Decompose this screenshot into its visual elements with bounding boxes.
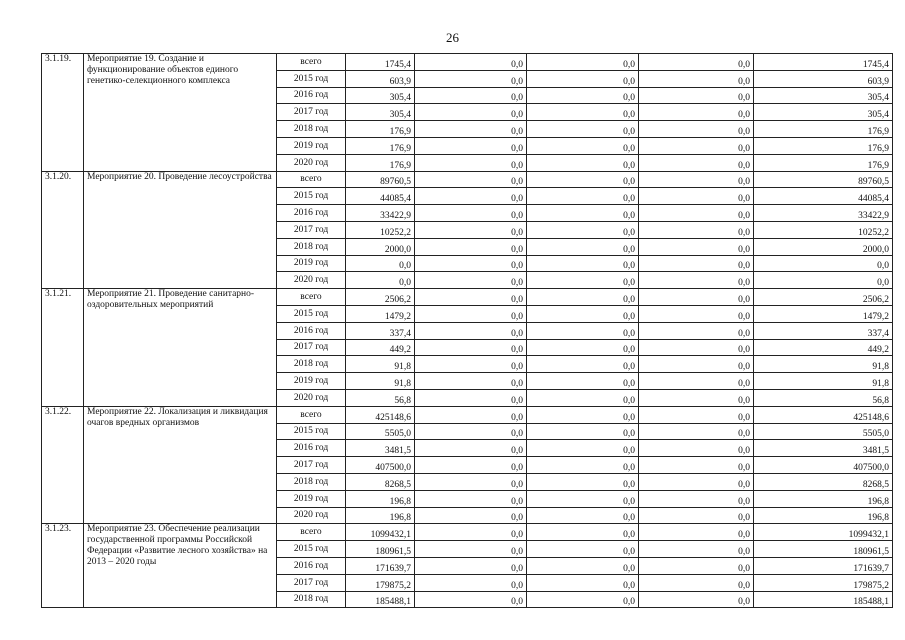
amount-cell: 0,0 — [415, 54, 527, 71]
year-label: 2018 год — [277, 473, 346, 490]
amount-cell: 3481,5 — [754, 440, 893, 457]
year-label: 2020 год — [277, 154, 346, 171]
amount-cell: 0,0 — [527, 188, 639, 205]
amount-cell: 1099432,1 — [754, 524, 893, 541]
amount-cell: 0,0 — [527, 289, 639, 306]
amount-cell: 0,0 — [415, 221, 527, 238]
amount-cell: 0,0 — [415, 154, 527, 171]
year-label: 2020 год — [277, 389, 346, 406]
amount-cell: 0,0 — [527, 457, 639, 474]
amount-cell: 1099432,1 — [346, 524, 415, 541]
amount-cell: 91,8 — [754, 373, 893, 390]
amount-cell: 603,9 — [346, 70, 415, 87]
amount-cell: 0,0 — [527, 389, 639, 406]
amount-cell: 0,0 — [639, 557, 754, 574]
amount-cell: 10252,2 — [346, 221, 415, 238]
amount-cell: 171639,7 — [346, 557, 415, 574]
amount-cell: 33422,9 — [346, 205, 415, 222]
amount-cell: 33422,9 — [754, 205, 893, 222]
amount-cell: 56,8 — [754, 389, 893, 406]
amount-cell: 0,0 — [527, 272, 639, 289]
amount-cell: 196,8 — [754, 507, 893, 524]
amount-cell: 0,0 — [639, 322, 754, 339]
amount-cell: 2000,0 — [346, 238, 415, 255]
amount-cell: 337,4 — [346, 322, 415, 339]
amount-cell: 0,0 — [527, 54, 639, 71]
amount-cell: 176,9 — [346, 121, 415, 138]
amount-cell: 0,0 — [527, 221, 639, 238]
amount-cell: 2506,2 — [346, 289, 415, 306]
measure-code: 3.1.19. — [42, 54, 84, 172]
amount-cell: 0,0 — [639, 104, 754, 121]
amount-cell: 449,2 — [346, 339, 415, 356]
amount-cell: 0,0 — [527, 557, 639, 574]
amount-cell: 0,0 — [527, 322, 639, 339]
year-label: 2017 год — [277, 574, 346, 591]
amount-cell: 0,0 — [527, 591, 639, 608]
amount-cell: 0,0 — [415, 137, 527, 154]
amount-cell: 0,0 — [527, 255, 639, 272]
amount-cell: 305,4 — [754, 87, 893, 104]
year-label: 2015 год — [277, 541, 346, 558]
amount-cell: 196,8 — [754, 490, 893, 507]
amount-cell: 176,9 — [754, 154, 893, 171]
amount-cell: 0,0 — [639, 272, 754, 289]
amount-cell: 0,0 — [754, 272, 893, 289]
year-label: 2016 год — [277, 440, 346, 457]
amount-cell: 0,0 — [415, 373, 527, 390]
amount-cell: 0,0 — [639, 255, 754, 272]
year-label: 2019 год — [277, 373, 346, 390]
amount-cell: 0,0 — [639, 70, 754, 87]
year-label: 2016 год — [277, 322, 346, 339]
year-label: всего — [277, 171, 346, 188]
amount-cell: 0,0 — [415, 389, 527, 406]
amount-cell: 0,0 — [639, 490, 754, 507]
year-label: 2015 год — [277, 305, 346, 322]
amount-cell: 0,0 — [415, 541, 527, 558]
amount-cell: 0,0 — [639, 305, 754, 322]
amount-cell: 0,0 — [415, 406, 527, 423]
year-label: 2020 год — [277, 272, 346, 289]
amount-cell: 0,0 — [527, 238, 639, 255]
amount-cell: 185488,1 — [754, 591, 893, 608]
amount-cell: 0,0 — [415, 104, 527, 121]
amount-cell: 0,0 — [415, 87, 527, 104]
table-row — [42, 54, 893, 71]
amount-cell: 0,0 — [639, 457, 754, 474]
amount-cell: 0,0 — [415, 557, 527, 574]
measure-code: 3.1.21. — [42, 289, 84, 407]
amount-cell: 0,0 — [527, 524, 639, 541]
amount-cell: 89760,5 — [754, 171, 893, 188]
amount-cell: 0,0 — [639, 440, 754, 457]
amount-cell: 0,0 — [415, 171, 527, 188]
amount-cell: 196,8 — [346, 490, 415, 507]
amount-cell: 0,0 — [415, 188, 527, 205]
amount-cell: 176,9 — [754, 137, 893, 154]
amount-cell: 0,0 — [527, 406, 639, 423]
year-label: 2017 год — [277, 221, 346, 238]
amount-cell: 0,0 — [527, 473, 639, 490]
amount-cell: 0,0 — [639, 507, 754, 524]
amount-cell: 0,0 — [415, 457, 527, 474]
amount-cell: 0,0 — [346, 272, 415, 289]
year-label: 2018 год — [277, 238, 346, 255]
amount-cell: 0,0 — [639, 524, 754, 541]
amount-cell: 179875,2 — [346, 574, 415, 591]
year-label: 2015 год — [277, 423, 346, 440]
amount-cell: 0,0 — [639, 238, 754, 255]
amount-cell: 185488,1 — [346, 591, 415, 608]
amount-cell: 176,9 — [346, 137, 415, 154]
measure-name: Мероприятие 19. Создание и функционирование объектов единого генетико-селекционного комплекса — [84, 54, 277, 172]
amount-cell: 0,0 — [415, 473, 527, 490]
amount-cell: 0,0 — [639, 205, 754, 222]
amount-cell: 0,0 — [415, 339, 527, 356]
amount-cell: 176,9 — [754, 121, 893, 138]
amount-cell: 0,0 — [754, 255, 893, 272]
amount-cell: 0,0 — [527, 205, 639, 222]
amount-cell: 0,0 — [527, 574, 639, 591]
amount-cell: 171639,7 — [754, 557, 893, 574]
measure-code: 3.1.23. — [42, 524, 84, 608]
amount-cell: 0,0 — [415, 305, 527, 322]
amount-cell: 2506,2 — [754, 289, 893, 306]
amount-cell: 0,0 — [527, 121, 639, 138]
amount-cell: 0,0 — [527, 541, 639, 558]
amount-cell: 449,2 — [754, 339, 893, 356]
amount-cell: 0,0 — [415, 490, 527, 507]
amount-cell: 0,0 — [639, 171, 754, 188]
amount-cell: 0,0 — [639, 121, 754, 138]
amount-cell: 0,0 — [639, 289, 754, 306]
year-label: 2016 год — [277, 87, 346, 104]
measure-name: Мероприятие 21. Проведение санитарно-оздоровительных мероприятий — [84, 289, 277, 407]
amount-cell: 0,0 — [639, 574, 754, 591]
year-label: 2017 год — [277, 104, 346, 121]
table-row — [42, 289, 893, 306]
amount-cell: 89760,5 — [346, 171, 415, 188]
amount-cell: 1479,2 — [346, 305, 415, 322]
year-label: 2018 год — [277, 121, 346, 138]
amount-cell: 0,0 — [527, 373, 639, 390]
amount-cell: 603,9 — [754, 70, 893, 87]
amount-cell: 0,0 — [415, 205, 527, 222]
year-label: 2019 год — [277, 490, 346, 507]
year-label: 2018 год — [277, 591, 346, 608]
amount-cell: 0,0 — [527, 356, 639, 373]
amount-cell: 3481,5 — [346, 440, 415, 457]
amount-cell: 0,0 — [415, 423, 527, 440]
amount-cell: 0,0 — [527, 440, 639, 457]
table-row — [42, 406, 893, 423]
page-number: 26 — [446, 30, 459, 45]
table-row — [42, 524, 893, 541]
amount-cell: 5505,0 — [754, 423, 893, 440]
amount-cell: 407500,0 — [346, 457, 415, 474]
amount-cell: 0,0 — [415, 70, 527, 87]
amount-cell: 176,9 — [346, 154, 415, 171]
amount-cell: 0,0 — [639, 137, 754, 154]
amount-cell: 196,8 — [346, 507, 415, 524]
amount-cell: 0,0 — [527, 507, 639, 524]
amount-cell: 0,0 — [639, 423, 754, 440]
amount-cell: 407500,0 — [754, 457, 893, 474]
amount-cell: 0,0 — [415, 238, 527, 255]
amount-cell: 305,4 — [346, 104, 415, 121]
amount-cell: 44085,4 — [346, 188, 415, 205]
year-label: всего — [277, 524, 346, 541]
amount-cell: 305,4 — [346, 87, 415, 104]
year-label: всего — [277, 406, 346, 423]
year-label: 2019 год — [277, 137, 346, 154]
amount-cell: 0,0 — [527, 339, 639, 356]
amount-cell: 0,0 — [639, 541, 754, 558]
amount-cell: 0,0 — [415, 322, 527, 339]
amount-cell: 0,0 — [639, 188, 754, 205]
amount-cell: 0,0 — [415, 440, 527, 457]
amount-cell: 0,0 — [415, 121, 527, 138]
amount-cell: 44085,4 — [754, 188, 893, 205]
amount-cell: 0,0 — [415, 574, 527, 591]
amount-cell: 0,0 — [639, 389, 754, 406]
year-label: 2019 год — [277, 255, 346, 272]
amount-cell: 0,0 — [527, 423, 639, 440]
amount-cell: 0,0 — [527, 70, 639, 87]
year-label: 2016 год — [277, 205, 346, 222]
amount-cell: 0,0 — [527, 490, 639, 507]
year-label: 2020 год — [277, 507, 346, 524]
amount-cell: 0,0 — [415, 255, 527, 272]
amount-cell: 10252,2 — [754, 221, 893, 238]
amount-cell: 1479,2 — [754, 305, 893, 322]
measure-name: Мероприятие 20. Проведение лесоустройства — [84, 171, 277, 289]
table-row — [42, 171, 893, 188]
measure-code: 3.1.20. — [42, 171, 84, 289]
amount-cell: 0,0 — [415, 524, 527, 541]
amount-cell: 0,0 — [639, 356, 754, 373]
amount-cell: 0,0 — [527, 104, 639, 121]
year-label: 2017 год — [277, 339, 346, 356]
amount-cell: 0,0 — [527, 137, 639, 154]
amount-cell: 0,0 — [527, 154, 639, 171]
amount-cell: 1745,4 — [346, 54, 415, 71]
amount-cell: 305,4 — [754, 104, 893, 121]
measure-name: Мероприятие 22. Локализация и ликвидация очагов вредных организмов — [84, 406, 277, 524]
amount-cell: 0,0 — [415, 591, 527, 608]
amount-cell: 0,0 — [346, 255, 415, 272]
amount-cell: 180961,5 — [754, 541, 893, 558]
amount-cell: 0,0 — [639, 339, 754, 356]
amount-cell: 0,0 — [639, 54, 754, 71]
amount-cell: 0,0 — [527, 305, 639, 322]
amount-cell: 425148,6 — [754, 406, 893, 423]
year-label: 2018 год — [277, 356, 346, 373]
amount-cell: 0,0 — [415, 356, 527, 373]
year-label: 2016 год — [277, 557, 346, 574]
amount-cell: 2000,0 — [754, 238, 893, 255]
amount-cell: 8268,5 — [346, 473, 415, 490]
amount-cell: 8268,5 — [754, 473, 893, 490]
amount-cell: 337,4 — [754, 322, 893, 339]
amount-cell: 0,0 — [639, 473, 754, 490]
amount-cell: 0,0 — [639, 221, 754, 238]
amount-cell: 0,0 — [527, 87, 639, 104]
year-label: 2017 год — [277, 457, 346, 474]
amount-cell: 91,8 — [754, 356, 893, 373]
amount-cell: 0,0 — [415, 507, 527, 524]
amount-cell: 180961,5 — [346, 541, 415, 558]
amount-cell: 0,0 — [415, 272, 527, 289]
measure-name: Мероприятие 23. Обеспечение реализации государственной программы Российской Федерации «Развитие лесного хозяйства» на 2013 – 2020 годы — [84, 524, 277, 608]
amount-cell: 0,0 — [639, 406, 754, 423]
year-label: всего — [277, 289, 346, 306]
amount-cell: 0,0 — [639, 373, 754, 390]
amount-cell: 0,0 — [527, 171, 639, 188]
amount-cell: 0,0 — [639, 154, 754, 171]
amount-cell: 0,0 — [639, 87, 754, 104]
amount-cell: 5505,0 — [346, 423, 415, 440]
measure-code: 3.1.22. — [42, 406, 84, 524]
amount-cell: 1745,4 — [754, 54, 893, 71]
year-label: 2015 год — [277, 188, 346, 205]
amount-cell: 91,8 — [346, 373, 415, 390]
amount-cell: 0,0 — [639, 591, 754, 608]
amount-cell: 91,8 — [346, 356, 415, 373]
amount-cell: 56,8 — [346, 389, 415, 406]
budget-table — [41, 53, 893, 608]
amount-cell: 425148,6 — [346, 406, 415, 423]
amount-cell: 0,0 — [415, 289, 527, 306]
year-label: всего — [277, 54, 346, 71]
year-label: 2015 год — [277, 70, 346, 87]
amount-cell: 179875,2 — [754, 574, 893, 591]
